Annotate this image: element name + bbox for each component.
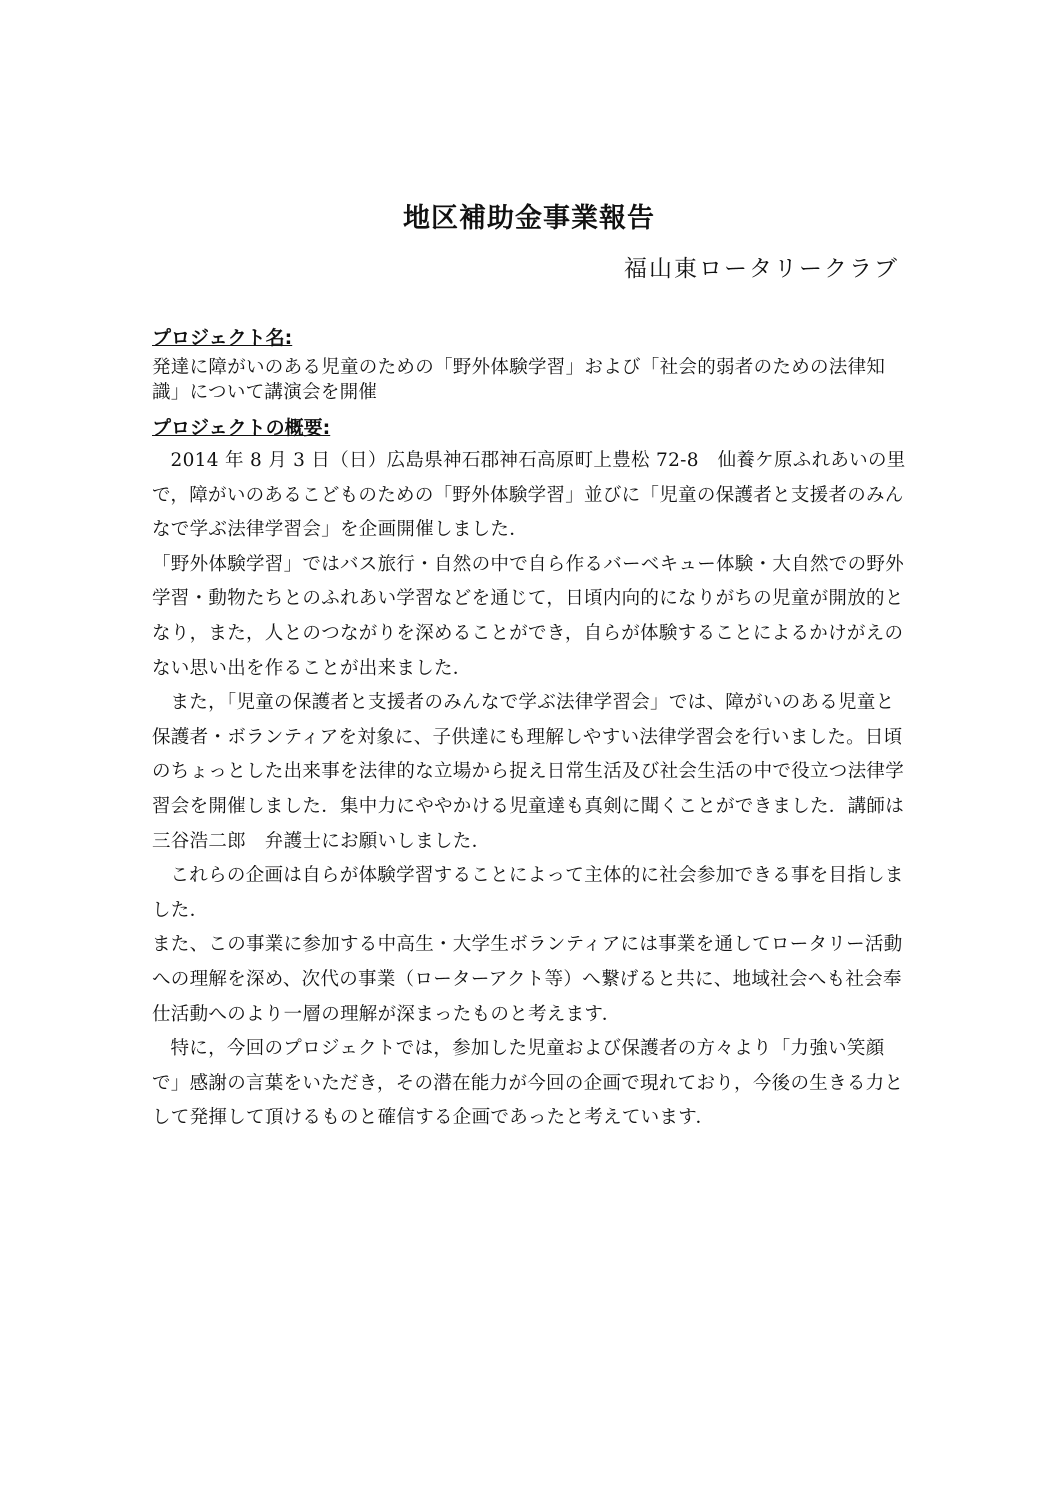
organization-name: 福山東ロータリークラブ (624, 256, 899, 282)
overview-heading: プロジェクトの概要: (152, 417, 331, 439)
document-title: 地区補助金事業報告 (403, 203, 655, 234)
overview-paragraph: 特に，今回のプロジェクトでは，参加した児童および保護者の方々より「力強い笑顔で」感謝の言葉をいただき，その潜在能力が今回の企画で現れており，今後の生きる力として発揮して頂けるものと確信する企画であったと考えています． (152, 1038, 904, 1129)
overview-body (152, 444, 912, 1136)
overview-paragraph: 「野外体験学習」ではバス旅行・自然の中で自ら作るバーベキュー体験・大自然での野外学習・動物たちとのふれあい学習などを通じて，日頃内向的になりがちの児童が開放的となり，また，人とのつながりを深めることができ，自らが体験することによるかけがえのない思い出を作ることが出来ました． (152, 553, 905, 679)
overview-paragraph: また、この事業に参加する中高生・大学生ボランティアには事業を通してロータリー活動への理解を深め、次代の事業（ローターアクト等）へ繋げると共に、地域社会へも社会奉仕活動へのより一層の理解が深まったものと考えます． (152, 934, 903, 1025)
overview-paragraph: また，「児童の保護者と支援者のみんなで学ぶ法律学習会」では、障がいのある児童と保護者・ボランティアを対象に、子供達にも理解しやすい法律学習会を行いました。日頃のちょっとした出来事を法律的な立場から捉え日常生活及び社会生活の中で役立つ法律学習会を開催しました．集中力にややかける児童達も真剣に聞くことができました．講師は三谷浩二郎 弁護士にお願いしました． (152, 692, 905, 852)
project-name-heading: プロジェクト名: (152, 327, 293, 349)
project-name-text: 発達に障がいのある児童のための「野外体験学習」および「社会的弱者のための法律知識」について講演会を開催 (152, 357, 886, 403)
overview-paragraph: 2014 年 8 月 3 日（日）広島県神石郡神石高原町上豊松 72-8 仙養ケ原ふれあいの里で，障がいのあるこどものための「野外体験学習」並びに「児童の保護者と支援者のみんなで学ぶ法律学習会」を企画開催しました． (152, 450, 906, 541)
overview-paragraph: これらの企画は自らが体験学習することによって主体的に社会参加できる事を目指しました． (152, 865, 904, 921)
